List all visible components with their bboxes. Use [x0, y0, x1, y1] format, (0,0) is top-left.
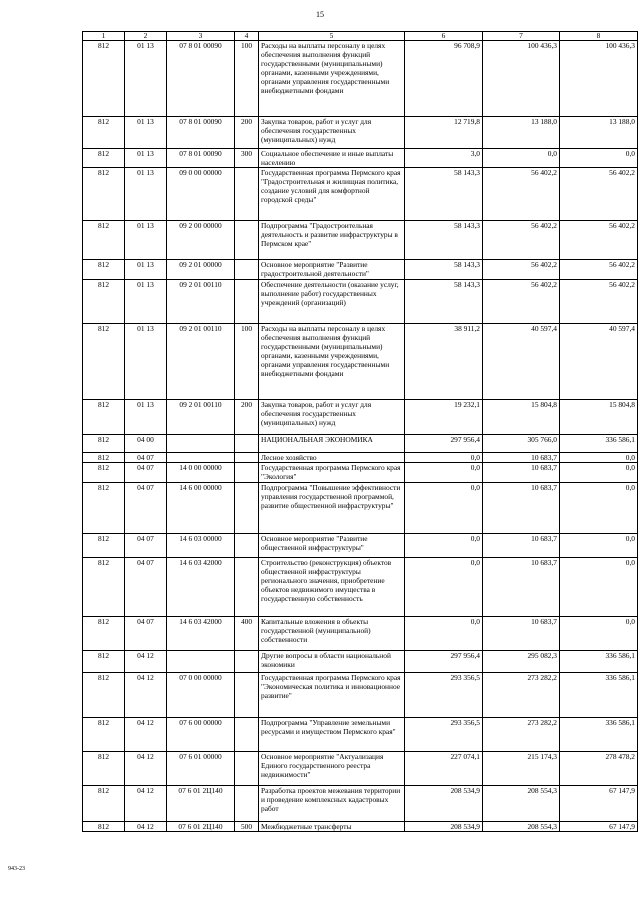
row-section-code: 01 13: [125, 221, 167, 260]
row-name: Основное мероприятие "Актуализация Единого государственного реестра недвижимости": [259, 752, 405, 786]
table-row: [83, 534, 638, 558]
row-amount-col6: 293 356,5: [405, 718, 483, 752]
row-expense-type-code: 300: [235, 149, 259, 168]
row-section-code: 01 13: [125, 260, 167, 280]
row-amount-col8: 0,0: [560, 453, 638, 463]
row-amount-col7: 305 766,0: [483, 435, 560, 453]
row-amount-col8: 0,0: [560, 617, 638, 651]
column-number: 3: [167, 32, 235, 41]
column-number: 1: [83, 32, 125, 41]
row-target-article-code: 14 6 03 00000: [167, 534, 235, 558]
row-amount-col7: 10 683,7: [483, 463, 560, 483]
row-department-code: 812: [83, 534, 125, 558]
row-section-code: 01 13: [125, 168, 167, 221]
row-name: Разработка проектов межевания территории и проведение комплексных кадастровых работ: [259, 786, 405, 822]
row-amount-col7: 56 402,2: [483, 260, 560, 280]
row-section-code: 04 12: [125, 786, 167, 822]
column-number: 7: [483, 32, 560, 41]
row-name: Государственная программа Пермского края "Экология": [259, 463, 405, 483]
row-amount-col6: 0,0: [405, 483, 483, 534]
table-row: [83, 221, 638, 260]
row-amount-col6: 297 956,4: [405, 651, 483, 673]
row-expense-type-code: [235, 260, 259, 280]
row-expense-type-code: [235, 280, 259, 324]
row-target-article-code: 07 8 01 00090: [167, 41, 235, 117]
row-name: Расходы на выплаты персоналу в целях обеспечения выполнения функций государственными (муниципальными) органами, казенными учреждениями, органами управления государственными внебюджетными фондами: [259, 41, 405, 117]
row-amount-col6: 12 719,8: [405, 117, 483, 149]
row-department-code: 812: [83, 260, 125, 280]
row-expense-type-code: 200: [235, 400, 259, 435]
row-amount-col8: 0,0: [560, 463, 638, 483]
table-row: [83, 400, 638, 435]
row-amount-col6: 58 143,3: [405, 260, 483, 280]
table-row: [83, 41, 638, 117]
row-department-code: 812: [83, 822, 125, 832]
row-department-code: 812: [83, 280, 125, 324]
row-name: Основное мероприятие "Развитие общественной инфраструктуры": [259, 534, 405, 558]
row-name: Государственная программа Пермского края "Градостроительная и жилищная политика, создание условий для комфортной городской среды": [259, 168, 405, 221]
table-row: [83, 435, 638, 453]
row-amount-col7: 10 683,7: [483, 534, 560, 558]
row-target-article-code: [167, 453, 235, 463]
row-target-article-code: 07 6 01 00000: [167, 752, 235, 786]
row-section-code: 04 12: [125, 822, 167, 832]
table-row: [83, 280, 638, 324]
row-amount-col7: 10 683,7: [483, 453, 560, 463]
row-expense-type-code: [235, 786, 259, 822]
row-amount-col7: 215 174,3: [483, 752, 560, 786]
row-target-article-code: 07 6 00 00000: [167, 718, 235, 752]
row-amount-col7: 273 282,2: [483, 673, 560, 718]
row-expense-type-code: [235, 435, 259, 453]
table-row: [83, 752, 638, 786]
row-amount-col7: 10 683,7: [483, 617, 560, 651]
row-target-article-code: 09 2 00 00000: [167, 221, 235, 260]
row-name: Межбюджетные трансферты: [259, 822, 405, 832]
row-amount-col6: 58 143,3: [405, 280, 483, 324]
row-department-code: 812: [83, 324, 125, 400]
row-expense-type-code: [235, 651, 259, 673]
row-amount-col8: 336 586,1: [560, 435, 638, 453]
row-amount-col7: 273 282,2: [483, 718, 560, 752]
row-amount-col8: 278 478,2: [560, 752, 638, 786]
row-department-code: 812: [83, 168, 125, 221]
table-row: [83, 718, 638, 752]
row-amount-col6: 297 956,4: [405, 435, 483, 453]
row-expense-type-code: 400: [235, 617, 259, 651]
row-section-code: 04 07: [125, 558, 167, 617]
row-expense-type-code: [235, 558, 259, 617]
row-expense-type-code: 100: [235, 41, 259, 117]
row-target-article-code: 09 2 01 00110: [167, 400, 235, 435]
row-amount-col6: 0,0: [405, 463, 483, 483]
table-row: [83, 149, 638, 168]
row-amount-col6: 208 534,9: [405, 786, 483, 822]
row-amount-col7: 56 402,2: [483, 168, 560, 221]
table-row: [83, 786, 638, 822]
row-amount-col8: 67 147,9: [560, 822, 638, 832]
row-name: Другие вопросы в области национальной экономики: [259, 651, 405, 673]
row-amount-col6: 0,0: [405, 558, 483, 617]
row-name: Подпрограмма "Управление земельными ресурсами и имуществом Пермского края": [259, 718, 405, 752]
row-expense-type-code: 200: [235, 117, 259, 149]
row-section-code: 04 07: [125, 463, 167, 483]
row-department-code: 812: [83, 41, 125, 117]
table-row: [83, 168, 638, 221]
row-amount-col7: 100 436,3: [483, 41, 560, 117]
row-target-article-code: 07 8 01 00090: [167, 117, 235, 149]
row-department-code: 812: [83, 149, 125, 168]
row-target-article-code: [167, 651, 235, 673]
table-row: [83, 453, 638, 463]
row-amount-col8: 56 402,2: [560, 221, 638, 260]
row-target-article-code: 09 2 01 00000: [167, 260, 235, 280]
row-department-code: 812: [83, 435, 125, 453]
row-name: Социальное обеспечение и иные выплаты населению: [259, 149, 405, 168]
row-amount-col7: 208 554,3: [483, 822, 560, 832]
row-target-article-code: 09 0 00 00000: [167, 168, 235, 221]
table-row: [83, 483, 638, 534]
table-row: [83, 617, 638, 651]
row-name: Капитальные вложения в объекты государственной (муниципальной) собственности: [259, 617, 405, 651]
row-amount-col6: 293 356,5: [405, 673, 483, 718]
row-department-code: 812: [83, 453, 125, 463]
table-row: [83, 673, 638, 718]
row-department-code: 812: [83, 752, 125, 786]
column-number: 8: [560, 32, 638, 41]
row-expense-type-code: [235, 673, 259, 718]
row-department-code: 812: [83, 558, 125, 617]
row-amount-col6: 0,0: [405, 534, 483, 558]
row-department-code: 812: [83, 617, 125, 651]
row-department-code: 812: [83, 483, 125, 534]
row-amount-col8: 336 586,1: [560, 651, 638, 673]
table-row: [83, 324, 638, 400]
row-department-code: 812: [83, 786, 125, 822]
row-amount-col6: 208 534,9: [405, 822, 483, 832]
row-department-code: 812: [83, 221, 125, 260]
column-number-row: [83, 32, 638, 41]
row-amount-col6: 96 708,9: [405, 41, 483, 117]
table-row: [83, 558, 638, 617]
row-amount-col7: 10 683,7: [483, 558, 560, 617]
row-section-code: 04 07: [125, 617, 167, 651]
row-name: Обеспечение деятельности (оказание услуг, выполнение работ) государственных учреждений (организаций): [259, 280, 405, 324]
row-amount-col6: 19 232,1: [405, 400, 483, 435]
row-amount-col8: 13 188,0: [560, 117, 638, 149]
row-section-code: 01 13: [125, 280, 167, 324]
row-name: Лесное хозяйство: [259, 453, 405, 463]
row-expense-type-code: [235, 718, 259, 752]
row-amount-col8: 56 402,2: [560, 280, 638, 324]
row-name: Расходы на выплаты персоналу в целях обеспечения выполнения функций государственными (муниципальными) органами, казенными учреждениями, органами управления государственными внебюджетными фондами: [259, 324, 405, 400]
document-code: 943-23: [8, 866, 25, 872]
row-expense-type-code: [235, 221, 259, 260]
row-amount-col8: 56 402,2: [560, 168, 638, 221]
row-amount-col7: 56 402,2: [483, 221, 560, 260]
column-number: 6: [405, 32, 483, 41]
row-section-code: 04 07: [125, 534, 167, 558]
row-amount-col8: 40 597,4: [560, 324, 638, 400]
row-amount-col6: 38 911,2: [405, 324, 483, 400]
row-amount-col8: 336 586,1: [560, 718, 638, 752]
row-section-code: 04 12: [125, 752, 167, 786]
row-amount-col7: 56 402,2: [483, 280, 560, 324]
row-target-article-code: 07 6 01 2Ц140: [167, 786, 235, 822]
row-target-article-code: 07 6 01 2Ц140: [167, 822, 235, 832]
row-expense-type-code: [235, 463, 259, 483]
table-row: [83, 117, 638, 149]
row-amount-col7: 295 082,3: [483, 651, 560, 673]
row-amount-col7: 208 554,3: [483, 786, 560, 822]
table-row: [83, 822, 638, 832]
row-target-article-code: 07 8 01 00090: [167, 149, 235, 168]
row-section-code: 04 07: [125, 483, 167, 534]
row-amount-col6: 0,0: [405, 617, 483, 651]
row-target-article-code: 14 6 00 00000: [167, 483, 235, 534]
row-amount-col6: 0,0: [405, 453, 483, 463]
row-amount-col8: 0,0: [560, 534, 638, 558]
row-department-code: 812: [83, 463, 125, 483]
row-amount-col7: 0,0: [483, 149, 560, 168]
row-amount-col8: 15 804,8: [560, 400, 638, 435]
row-section-code: 04 12: [125, 673, 167, 718]
row-amount-col8: 67 147,9: [560, 786, 638, 822]
row-expense-type-code: 100: [235, 324, 259, 400]
row-department-code: 812: [83, 718, 125, 752]
row-name: Подпрограмма "Градостроительная деятельность и развитие инфраструктуры в Пермском крае": [259, 221, 405, 260]
row-amount-col8: 100 436,3: [560, 41, 638, 117]
row-amount-col6: 3,0: [405, 149, 483, 168]
row-department-code: 812: [83, 400, 125, 435]
row-department-code: 812: [83, 117, 125, 149]
row-name: Государственная программа Пермского края "Экономическая политика и инновационное развитие": [259, 673, 405, 718]
page-number: 15: [316, 10, 324, 19]
row-section-code: 01 13: [125, 400, 167, 435]
row-amount-col8: 0,0: [560, 149, 638, 168]
table-row: [83, 463, 638, 483]
row-name: Подпрограмма "Повышение эффективности управления государственной программой, развитие общественной инфраструктуры": [259, 483, 405, 534]
row-name: Закупка товаров, работ и услуг для обеспечения государственных (муниципальных) нужд: [259, 117, 405, 149]
column-number: 4: [235, 32, 259, 41]
row-section-code: 04 12: [125, 651, 167, 673]
row-amount-col8: 0,0: [560, 558, 638, 617]
row-amount-col7: 40 597,4: [483, 324, 560, 400]
row-section-code: 01 13: [125, 117, 167, 149]
row-amount-col8: 56 402,2: [560, 260, 638, 280]
row-name: Закупка товаров, работ и услуг для обеспечения государственных (муниципальных) нужд: [259, 400, 405, 435]
row-expense-type-code: [235, 453, 259, 463]
row-name: Строительство (реконструкция) объектов общественной инфраструктуры регионального значения, приобретение объектов недвижимого имущества в государственную собственность: [259, 558, 405, 617]
row-amount-col7: 13 188,0: [483, 117, 560, 149]
row-amount-col6: 58 143,3: [405, 221, 483, 260]
column-number: 5: [259, 32, 405, 41]
row-amount-col6: 58 143,3: [405, 168, 483, 221]
row-amount-col8: 336 586,1: [560, 673, 638, 718]
row-department-code: 812: [83, 673, 125, 718]
row-section-code: 04 12: [125, 718, 167, 752]
table-row: [83, 260, 638, 280]
row-target-article-code: 09 2 01 00110: [167, 324, 235, 400]
row-amount-col7: 15 804,8: [483, 400, 560, 435]
row-section-code: 04 07: [125, 453, 167, 463]
row-target-article-code: 14 0 00 00000: [167, 463, 235, 483]
row-amount-col8: 0,0: [560, 483, 638, 534]
row-amount-col6: 227 074,1: [405, 752, 483, 786]
row-name: Основное мероприятие "Развитие градостроительной деятельности": [259, 260, 405, 280]
table-row: [83, 651, 638, 673]
row-expense-type-code: [235, 752, 259, 786]
row-department-code: 812: [83, 651, 125, 673]
row-target-article-code: [167, 435, 235, 453]
row-amount-col7: 10 683,7: [483, 483, 560, 534]
budget-table: [82, 31, 638, 832]
row-expense-type-code: [235, 483, 259, 534]
row-target-article-code: 14 6 03 42000: [167, 558, 235, 617]
row-target-article-code: 14 6 03 42000: [167, 617, 235, 651]
row-expense-type-code: [235, 168, 259, 221]
row-expense-type-code: 500: [235, 822, 259, 832]
row-section-code: 04 00: [125, 435, 167, 453]
column-number: 2: [125, 32, 167, 41]
row-section-code: 01 13: [125, 41, 167, 117]
row-name: НАЦИОНАЛЬНАЯ ЭКОНОМИКА: [259, 435, 405, 453]
row-section-code: 01 13: [125, 149, 167, 168]
row-expense-type-code: [235, 534, 259, 558]
row-section-code: 01 13: [125, 324, 167, 400]
row-target-article-code: 07 0 00 00000: [167, 673, 235, 718]
row-target-article-code: 09 2 01 00110: [167, 280, 235, 324]
